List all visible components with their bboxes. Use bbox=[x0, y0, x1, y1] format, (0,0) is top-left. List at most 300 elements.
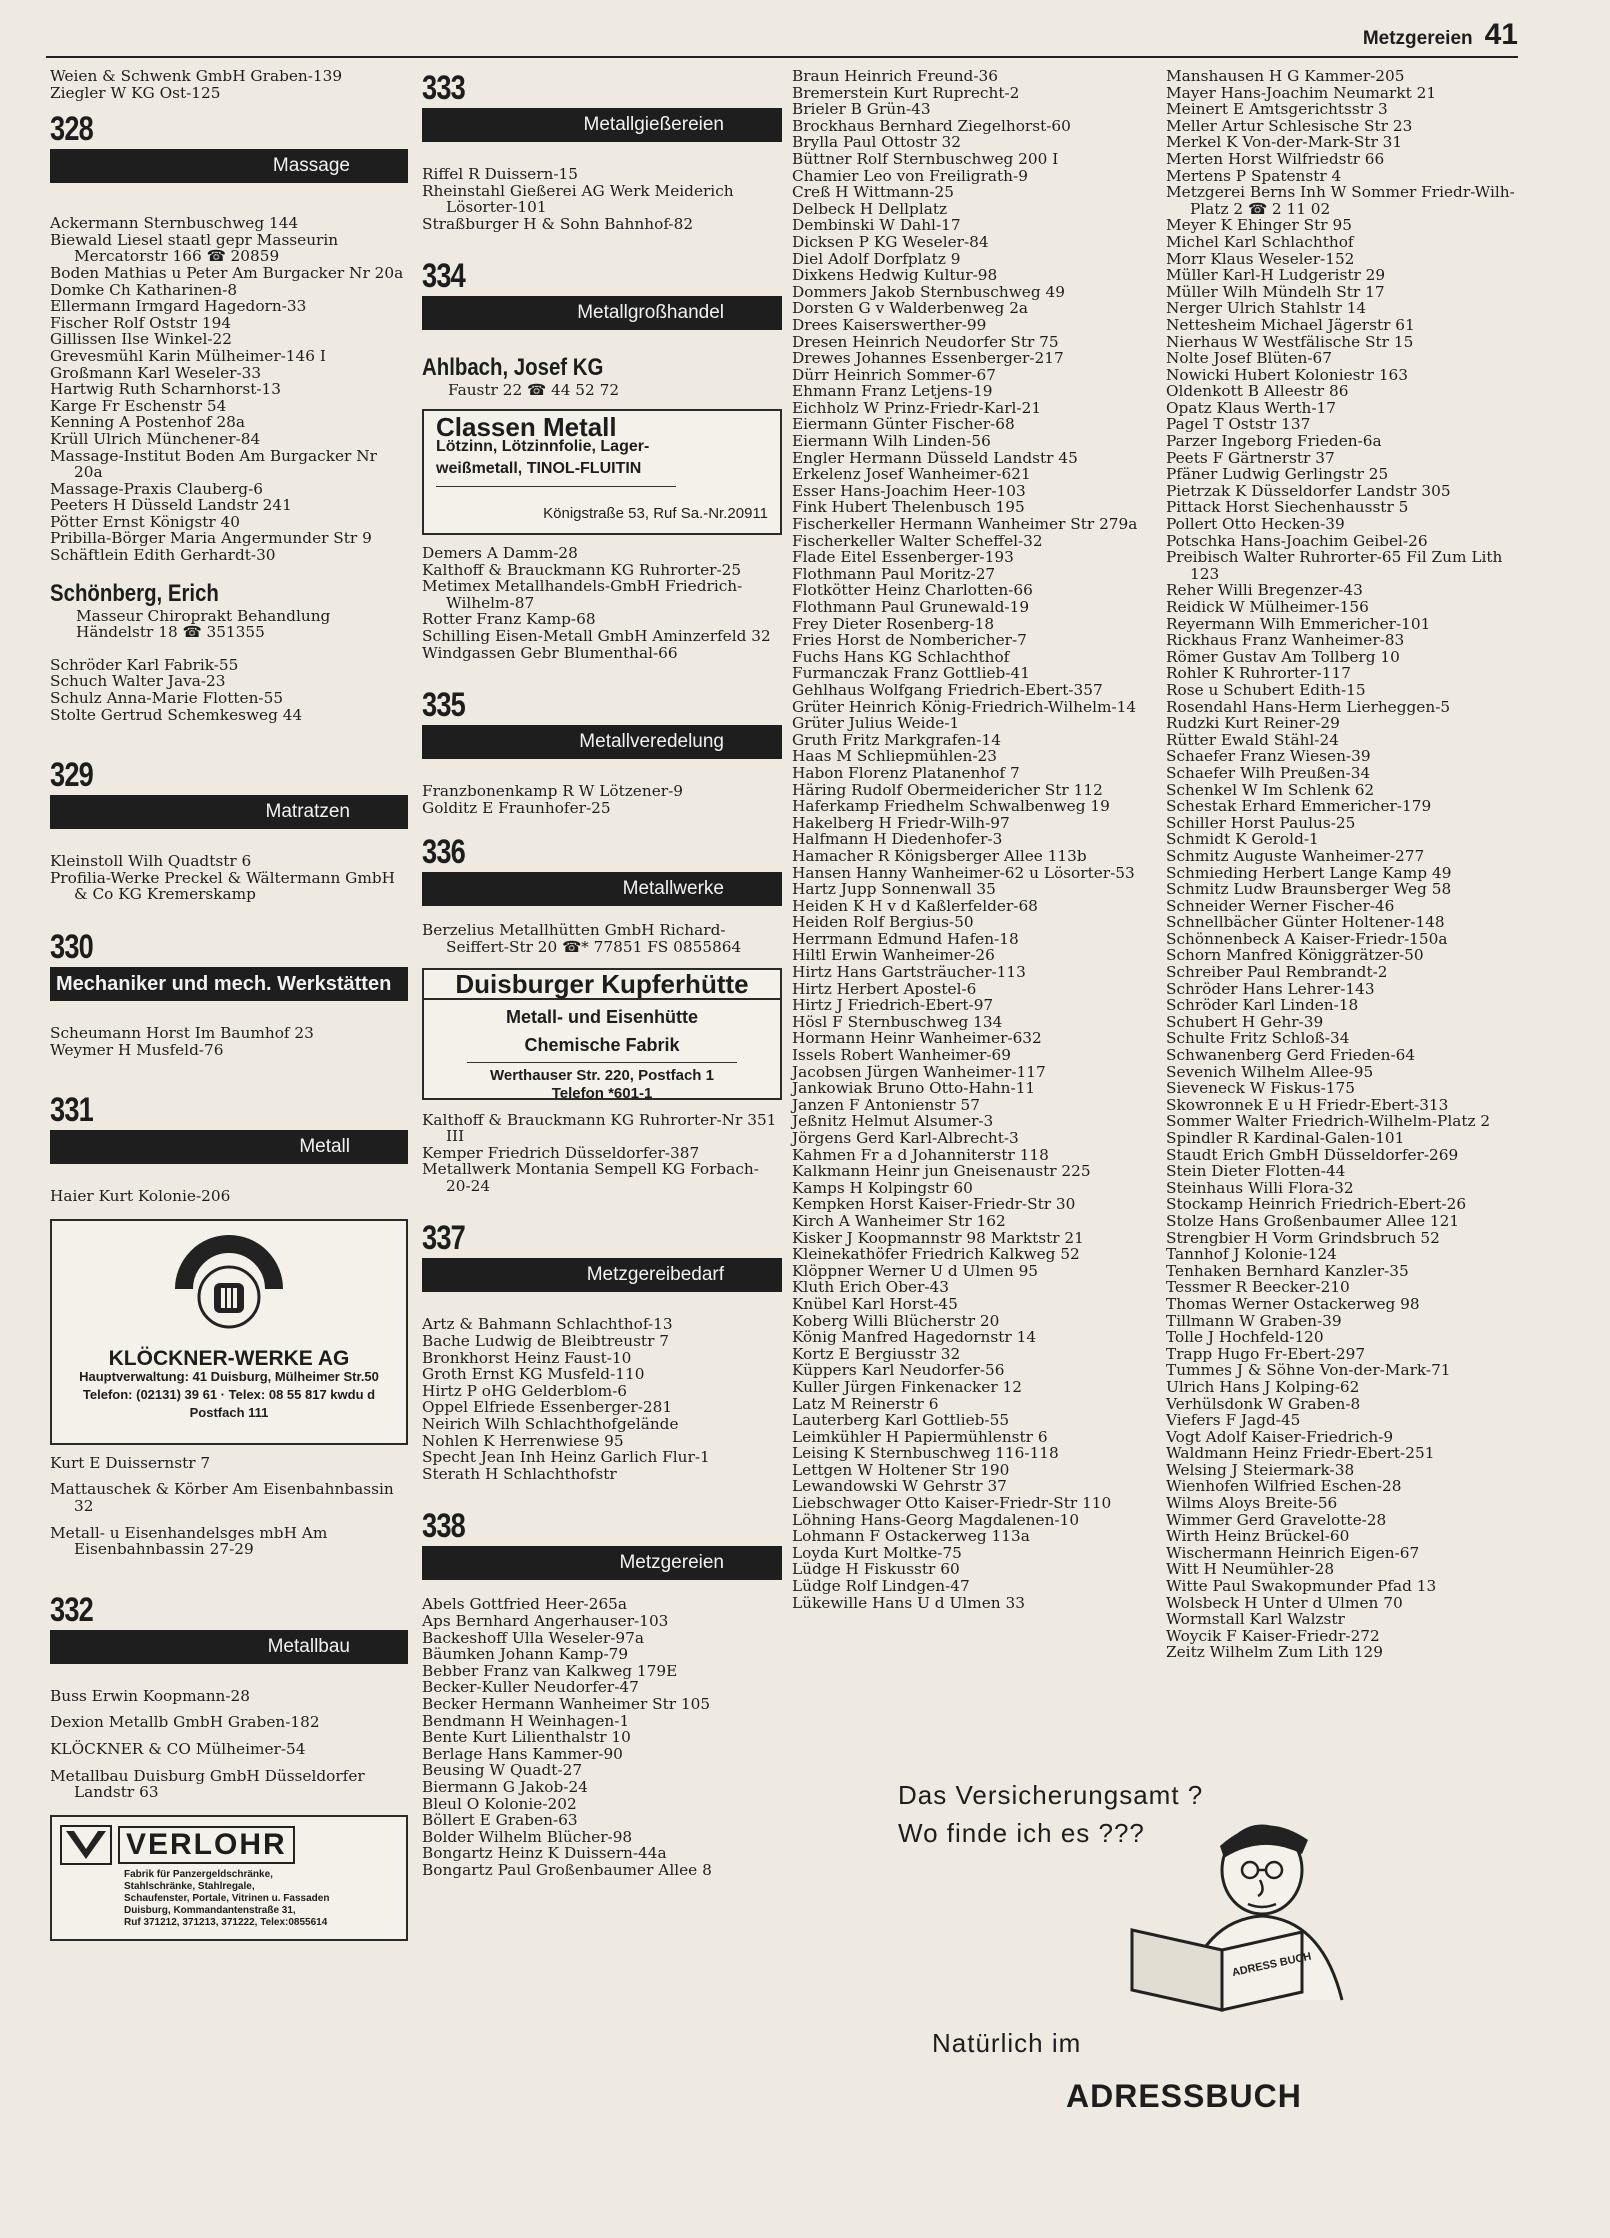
list-item: Zeitz Wilhelm Zum Lith 129 bbox=[1166, 1643, 1384, 1662]
list-item: Bronkhorst Heinz Faust-10 bbox=[422, 1348, 632, 1367]
list-item: Verhülsdonk W Graben-8 bbox=[1166, 1394, 1361, 1413]
list-item: Rose u Schubert Edith-15 bbox=[1166, 680, 1366, 699]
section-title-bar: Metallveredelung bbox=[422, 725, 782, 759]
section-number: 330 bbox=[50, 928, 93, 966]
list-item: Frey Dieter Rosenberg-18 bbox=[792, 614, 995, 633]
list-item: Nohlen K Herrenwiese 95 bbox=[422, 1431, 624, 1450]
section-title-bar: Metall bbox=[50, 1130, 408, 1164]
list-item: Engler Hermann Düsseld Landstr 45 bbox=[792, 448, 1078, 467]
list-item: Kortz E Bergiusstr 32 bbox=[792, 1344, 961, 1363]
section-title-bar: Massage bbox=[50, 149, 408, 183]
list-item: Schorn Manfred Königgrätzer-50 bbox=[1166, 946, 1424, 965]
list-item: Witt H Neumühler-28 bbox=[1166, 1560, 1335, 1579]
list-item: Sevenich Wilhelm Allee-95 bbox=[1166, 1062, 1374, 1081]
list-item: Dommers Jakob Sternbuschweg 49 bbox=[792, 282, 1065, 301]
list-item: Dürr Heinrich Sommer-67 bbox=[792, 365, 996, 384]
list-item: Lüdge H Fiskusstr 60 bbox=[792, 1560, 960, 1579]
list-item: Mertens P Spatenstr 4 bbox=[1166, 166, 1342, 185]
list-item: Dexion Metallb GmbH Graben-182 bbox=[50, 1713, 320, 1732]
section-number: 336 bbox=[422, 833, 465, 872]
list-item: Thomas Werner Ostackerweg 98 bbox=[1166, 1294, 1420, 1313]
list-item: Bebber Franz van Kalkweg 179E bbox=[422, 1661, 678, 1680]
section-title-bar: Mechaniker und mech. Werkstätten bbox=[50, 967, 408, 1001]
list-item: Pollert Otto Hecken-39 bbox=[1166, 515, 1345, 534]
list-item: Jankowiak Bruno Otto-Hahn-11 bbox=[792, 1079, 1036, 1098]
list-item: Drewes Johannes Essenberger-217 bbox=[792, 349, 1064, 368]
section-title-bar: Metallwerke bbox=[422, 872, 782, 906]
list-item: Römer Gustav Am Tollberg 10 bbox=[1166, 647, 1400, 666]
list-item: Hormann Heinr Wanheimer-632 bbox=[792, 1029, 1042, 1048]
advert-line: Metall- und Eisenhütte bbox=[505, 1007, 698, 1028]
list-item: Woycik F Kaiser-Friedr-272 bbox=[1166, 1626, 1380, 1645]
list-item: Bongartz Paul Großenbaumer Allee 8 bbox=[422, 1860, 712, 1879]
list-item: Jörgens Gerd Karl-Albrecht-3 bbox=[792, 1129, 1019, 1147]
list-item: Eichholz W Prinz-Friedr-Karl-21 bbox=[792, 398, 1042, 417]
running-head bbox=[1363, 18, 1518, 52]
list-item: Habon Florenz Platanenhof 7 bbox=[792, 763, 1020, 782]
section-title-bar: Metzgereien bbox=[422, 1546, 782, 1580]
section-number: 335 bbox=[422, 686, 465, 725]
list-item: Preibisch Walter Ruhrorter-65 Fil Zum Lith 123 bbox=[1166, 548, 1503, 583]
list-item: Fischerkeller Hermann Wanheimer Str 279a bbox=[792, 515, 1138, 534]
list-item: Issels Robert Wanheimer-69 bbox=[792, 1046, 1011, 1065]
list-item: KLÖCKNER & CO Mülheimer-54 bbox=[50, 1739, 306, 1758]
list-item: Straßburger H & Sohn Bahnhof-82 bbox=[422, 214, 694, 233]
list-item: Schuch Walter Java-23 bbox=[50, 672, 226, 691]
section-title-bar: Metallgroßhandel bbox=[422, 296, 782, 330]
section-number: 337 bbox=[422, 1219, 465, 1258]
list-item: Sommer Walter Friedrich-Wilhelm-Platz 2 bbox=[1166, 1112, 1491, 1131]
list-item: Domke Ch Katharinen-8 bbox=[50, 280, 238, 299]
list-item: Ziegler W KG Ost-125 bbox=[50, 83, 221, 102]
list-item: Windgassen Gebr Blumenthal-66 bbox=[422, 643, 678, 662]
list-item: Rudzki Kurt Reiner-29 bbox=[1166, 714, 1340, 733]
list-item: Hartwig Ruth Scharnhorst-13 bbox=[50, 380, 281, 399]
list-item: Diel Adolf Dorfplatz 9 bbox=[792, 249, 961, 268]
list-item: Tannhof J Kolonie-124 bbox=[1166, 1245, 1337, 1264]
list-item: Staudt Erich GmbH Düsseldorfer-269 bbox=[1166, 1145, 1459, 1164]
verlohr-advert bbox=[50, 1815, 408, 1941]
list-metzgereibedarf bbox=[422, 1316, 782, 1482]
list-item: Kenning A Postenhof 28a bbox=[50, 413, 246, 432]
list-item: Weien & Schwenk GmbH Graben-139 bbox=[50, 67, 343, 85]
list-item: Biewald Liesel staatl gepr Masseurin Mercatorstr 166 ☎ 20859 bbox=[50, 230, 339, 266]
list-item: Dorsten G v Walderbenweg 2a bbox=[792, 299, 1029, 318]
list-item: Rosendahl Hans-Herm Lierheggen-5 bbox=[1166, 697, 1451, 716]
list-item: Grevesmühl Karin Mülheimer-146 I bbox=[50, 346, 326, 365]
list-item: Gillissen Ilse Winkel-22 bbox=[50, 330, 233, 349]
list-item: Reyermann Wilh Emmericher-101 bbox=[1166, 614, 1431, 633]
duisburger-kupferhuette-advert bbox=[422, 968, 782, 1103]
section-number: 338 bbox=[422, 1507, 465, 1546]
advert-company-name: KLÖCKNER-WERKE AG bbox=[108, 1347, 350, 1371]
list-item: Rohler K Ruhrorter-117 bbox=[1166, 664, 1351, 683]
list-item: Chamier Leo von Freiligrath-9 bbox=[792, 166, 1028, 185]
list-metallbau bbox=[50, 1688, 408, 1801]
man-reading-book-illustration bbox=[1112, 1800, 1362, 2020]
list-item: Demers A Damm-28 bbox=[422, 543, 578, 562]
list-item: Trapp Hugo Fr-Ebert-297 bbox=[1166, 1344, 1366, 1363]
list-item: Karge Fr Eschenstr 54 bbox=[50, 396, 227, 415]
list-item: Berzelius Metallhütten GmbH Richard-Seiffert-Str 20 ☎* 77851 FS 0855864 bbox=[422, 921, 742, 956]
advert-details bbox=[124, 1869, 398, 1929]
list-item: Witte Paul Swakopmunder Pfad 13 bbox=[1166, 1577, 1437, 1596]
list-item: Stockamp Heinrich Friedrich-Ebert-26 bbox=[1166, 1195, 1467, 1214]
list-item: Grüter Julius Weide-1 bbox=[792, 714, 960, 733]
list-item: Braun Heinrich Freund-36 bbox=[792, 67, 998, 85]
list-item: Riffel R Duissern-15 bbox=[422, 165, 579, 183]
book-cover-label: ADRESS BUCH bbox=[1230, 1950, 1313, 1980]
verlohr-logo-icon bbox=[60, 1825, 112, 1865]
text-line: Postfach 111 bbox=[189, 1404, 269, 1420]
promo-answer: Natürlich im bbox=[932, 2028, 1082, 2058]
list-item: Fink Hubert Thelenbusch 195 bbox=[792, 498, 1025, 517]
list-item: Opatz Klaus Werth-17 bbox=[1166, 398, 1336, 417]
kloeckner-advert bbox=[50, 1219, 408, 1445]
list-item: Schmidt K Gerold-1 bbox=[1166, 830, 1319, 849]
list-item: Klöppner Werner U d Ulmen 95 bbox=[792, 1261, 1039, 1280]
list-item: Koberg Willi Blücherstr 20 bbox=[792, 1311, 1000, 1330]
list-item: Esser Hans-Joachim Heer-103 bbox=[792, 481, 1026, 500]
list-item: Küppers Karl Neudorfer-56 bbox=[792, 1361, 1005, 1380]
list-item: Fuchs Hans KG Schlachthof bbox=[792, 647, 1010, 666]
list-item: Becker-Kuller Neudorfer-47 bbox=[422, 1678, 639, 1697]
list-item: Schilling Eisen-Metall GmbH Aminzerfeld 32 bbox=[422, 626, 771, 645]
section-number: 333 bbox=[422, 69, 465, 107]
list-item: Oldenkott B Alleestr 86 bbox=[1166, 382, 1349, 401]
list-item: Hartz Jupp Sonnenwall 35 bbox=[792, 880, 996, 899]
list-matratzen bbox=[50, 853, 408, 903]
classen-metall-advert bbox=[422, 409, 782, 535]
column-3 bbox=[792, 68, 1162, 1611]
list-item: Boden Mathias u Peter Am Burgacker Nr 20a bbox=[50, 263, 404, 282]
list-item: Golditz E Fraunhofer-25 bbox=[422, 798, 611, 817]
list-item: Kalthoff & Brauckmann KG Ruhrorter-25 bbox=[422, 560, 742, 579]
section-number: 328 bbox=[50, 110, 93, 149]
list-item: Parzer Ingeborg Frieden-6a bbox=[1166, 432, 1382, 451]
column-1 bbox=[50, 68, 408, 1941]
list-item: Michel Karl Schlachthof bbox=[1166, 232, 1354, 251]
list-item: Eiermann Wilh Linden-56 bbox=[792, 432, 991, 451]
list-item: Viefers F Jagd-45 bbox=[1166, 1411, 1301, 1430]
list-item: Massage-Institut Boden Am Burgacker Nr 20a bbox=[50, 446, 377, 482]
list-item: Metzgerei Berns Inh W Sommer Friedr-Wilh-Platz 2 ☎ 2 11 02 bbox=[1166, 183, 1515, 218]
text-line: Duisburg, Kommandantenstraße 31, bbox=[124, 1904, 296, 1916]
list-item: Mattauschek & Körber Am Eisenbahnbassin 32 bbox=[50, 1480, 394, 1515]
column-4 bbox=[1166, 68, 1534, 1661]
list-item: Schmitz Auguste Wanheimer-277 bbox=[1166, 846, 1425, 865]
list-item: Schulz Anna-Marie Flotten-55 bbox=[50, 689, 284, 708]
list-item: Pittack Horst Siechenhausstr 5 bbox=[1166, 498, 1409, 517]
list-item: Kuller Jürgen Finkenacker 12 bbox=[792, 1377, 1022, 1396]
list-item: Schwanenberg Gerd Frieden-64 bbox=[1166, 1046, 1416, 1065]
list-item: Becker Hermann Wanheimer Str 105 bbox=[422, 1694, 711, 1713]
list-item: Bleul O Kolonie-202 bbox=[422, 1794, 577, 1813]
list-metzgereien-cont-2 bbox=[1166, 68, 1534, 1661]
page-section-title: Metzgereien bbox=[1362, 28, 1473, 49]
list-item: Masseur Chiroprakt Behandlung bbox=[76, 606, 331, 625]
list-item: Schaefer Franz Wiesen-39 bbox=[1166, 747, 1371, 766]
list-metzgereien-cont bbox=[792, 68, 1162, 1611]
list-metallveredelung bbox=[422, 783, 782, 816]
list-item: Großmann Karl Weseler-33 bbox=[50, 363, 262, 382]
list-item: Kalthoff & Brauckmann KG Ruhrorter-Nr 351 III bbox=[422, 1110, 777, 1146]
list-item: Welsing J Steiermark-38 bbox=[1166, 1460, 1355, 1479]
list-item: Liebschwager Otto Kaiser-Friedr-Str 110 bbox=[792, 1494, 1112, 1513]
list-item: Hösl F Sternbuschweg 134 bbox=[792, 1012, 1003, 1031]
list-item: Hirtz Hans Gartsträucher-113 bbox=[792, 963, 1026, 982]
list-item: Kleinekathöfer Friedrich Kalkweg 52 bbox=[792, 1245, 1080, 1264]
list-item: Schaefer Wilh Preußen-34 bbox=[1166, 763, 1371, 782]
section-number: 331 bbox=[50, 1091, 93, 1130]
list-item: Bongartz Heinz K Duissern-44a bbox=[422, 1844, 667, 1863]
advert-line: weißmetall, TINOL-FLUITIN bbox=[436, 459, 642, 477]
list-item: Böllert E Graben-63 bbox=[422, 1811, 578, 1830]
list-item: Lettgen W Holtener Str 190 bbox=[792, 1460, 1010, 1479]
column-2 bbox=[422, 68, 782, 1879]
list-item: Schreiber Paul Rembrandt-2 bbox=[1166, 963, 1388, 982]
list-item: Schestak Erhard Emmericher-179 bbox=[1166, 797, 1432, 816]
list-item: Hirtz Herbert Apostel-6 bbox=[792, 979, 977, 998]
list-item: Wolsbeck H Unter d Ulmen 70 bbox=[1166, 1593, 1403, 1612]
list-item: Jeßnitz Helmut Alsumer-3 bbox=[792, 1112, 994, 1131]
list-item: Fischer Rolf Oststr 194 bbox=[50, 313, 232, 332]
list-item: Schröder Karl Fabrik-55 bbox=[50, 655, 239, 674]
list-metallgrosshandel bbox=[422, 545, 782, 661]
list-item: Schulte Fritz Schloß-34 bbox=[1166, 1029, 1350, 1048]
list-item: Merkel K Von-der-Mark-Str 31 bbox=[1166, 133, 1403, 152]
list-item: Erkelenz Josef Wanheimer-621 bbox=[792, 465, 1031, 484]
list-item: Hakelberg H Friedr-Wilh-97 bbox=[792, 813, 1010, 832]
list-item: Stein Dieter Flotten-44 bbox=[1166, 1162, 1346, 1181]
list-item: Kahmen Fr a d Johanniterstr 118 bbox=[792, 1145, 1049, 1164]
list-item: Wimmer Gerd Gravelotte-28 bbox=[1166, 1510, 1387, 1529]
highlight-entry-details bbox=[422, 382, 782, 399]
list-item: Lüdge Rolf Lindgen-47 bbox=[792, 1577, 970, 1596]
list-item: König Manfred Hagedornstr 14 bbox=[792, 1328, 1037, 1347]
list-item: Profilia-Werke Preckel & Wältermann GmbH & Co KG Kremerskamp bbox=[50, 868, 396, 904]
list-item: Tummes J & Söhne Von-der-Mark-71 bbox=[1166, 1361, 1451, 1380]
list-item: Krüll Ulrich Münchener-84 bbox=[50, 429, 261, 448]
page-number: 41 bbox=[1484, 18, 1518, 51]
list-item: Rotter Franz Kamp-68 bbox=[422, 610, 596, 629]
list-item: Meyer K Ehinger Str 95 bbox=[1166, 216, 1352, 235]
list-item: Peeters H Düsseld Landstr 241 bbox=[50, 496, 292, 515]
section-title-bar: Metallbau bbox=[50, 1630, 408, 1664]
list-item: Schröder Karl Linden-18 bbox=[1166, 996, 1359, 1015]
text-line: Stahlschränke, Stahlregale, bbox=[124, 1880, 255, 1892]
list-item: Brieler B Grün-43 bbox=[792, 100, 931, 119]
list-item: Bremerstein Kurt Ruprecht-2 bbox=[792, 83, 1020, 102]
list-item: Latz M Reinerstr 6 bbox=[792, 1394, 939, 1413]
section-number: 329 bbox=[50, 756, 93, 795]
list-item: Bente Kurt Lilienthalstr 10 bbox=[422, 1728, 631, 1747]
list-item: Hirtz P oHG Gelderblom-6 bbox=[422, 1381, 628, 1400]
list-item: Reidick W Mülheimer-156 bbox=[1166, 598, 1369, 616]
list-item: Herrmann Edmund Hafen-18 bbox=[792, 929, 1019, 948]
list-item: Kurt E Duissernstr 7 bbox=[50, 1453, 211, 1472]
list-item: Stolte Gertrud Schemkesweg 44 bbox=[50, 705, 303, 724]
list-item: Kamps H Kolpingstr 60 bbox=[792, 1178, 973, 1197]
list-item: Sieveneck W Fiskus-175 bbox=[1166, 1079, 1356, 1098]
list-item: Meller Artur Schlesische Str 23 bbox=[1166, 116, 1413, 135]
list-item: Reher Willi Bregenzer-43 bbox=[1166, 581, 1363, 600]
list-item: Schubert H Gehr-39 bbox=[1166, 1012, 1324, 1031]
list-item: Ulrich Hans J Kolping-62 bbox=[1166, 1377, 1360, 1396]
list-item: Müller Wilh Mündelh Str 17 bbox=[1166, 282, 1385, 301]
list-item: Oppel Elfriede Essenberger-281 bbox=[422, 1398, 673, 1417]
list-item: Schiller Horst Paulus-25 bbox=[1166, 813, 1356, 832]
list-item: Aps Bernhard Angerhauser-103 bbox=[422, 1612, 669, 1630]
list-item: Wirth Heinz Brückel-60 bbox=[1166, 1527, 1350, 1546]
list-item: Ackermann Sternbuschweg 144 bbox=[50, 214, 299, 233]
section-title-bar: Matratzen bbox=[50, 795, 408, 829]
list-item: Müller Karl-H Ludgeristr 29 bbox=[1166, 266, 1386, 285]
list-item: Heiden K H v d Kaßlerfelder-68 bbox=[792, 896, 1038, 915]
list-item: Beusing W Quadt-27 bbox=[422, 1761, 583, 1780]
list-item: Scheumann Horst Im Baumhof 23 bbox=[50, 1024, 314, 1042]
list-item: Loyda Kurt Moltke-75 bbox=[792, 1543, 962, 1562]
text-line: Telefon: (02131) 39 61 · Telex: 08 55 817 kwdu d bbox=[82, 1386, 376, 1402]
list-item: Flothmann Paul Moritz-27 bbox=[792, 564, 996, 583]
list-item: Buss Erwin Koopmann-28 bbox=[50, 1686, 251, 1705]
list-item: Schenkel W Im Schlenk 62 bbox=[1166, 780, 1375, 799]
list-item: Kempken Horst Kaiser-Friedr-Str 30 bbox=[792, 1195, 1076, 1214]
list-item: Skowronnek E u H Friedr-Ebert-313 bbox=[1166, 1095, 1449, 1114]
list-item: Tillmann W Graben-39 bbox=[1166, 1311, 1342, 1330]
list-item: Lewandowski W Gehrstr 37 bbox=[792, 1477, 1007, 1496]
list-metallgiessereien bbox=[422, 166, 782, 232]
advert-line: Chemische Fabrik bbox=[524, 1035, 680, 1056]
list-item: Hiltl Erwin Wanheimer-26 bbox=[792, 946, 995, 965]
list-metall bbox=[50, 1188, 408, 1205]
list-item: Jacobsen Jürgen Wanheimer-117 bbox=[792, 1062, 1046, 1081]
list-item: Lükewille Hans U d Ulmen 33 bbox=[792, 1593, 1025, 1612]
list-item: Metallwerk Montania Sempell KG Forbach-20-24 bbox=[422, 1160, 759, 1195]
list-item: Schmitz Ludw Braunsberger Weg 58 bbox=[1166, 880, 1452, 899]
list-item: Fries Horst de Nombericher-7 bbox=[792, 631, 1027, 650]
list-item: Dicksen P KG Weseler-84 bbox=[792, 232, 989, 251]
text-line: Fabrik für Panzergeldschränke, bbox=[124, 1868, 273, 1880]
list-item: Steinhaus Willi Flora-32 bbox=[1166, 1178, 1354, 1197]
section-number: 334 bbox=[422, 257, 465, 296]
list-item: Bache Ludwig de Bleibtreustr 7 bbox=[422, 1332, 669, 1351]
list-item: Schmieding Herbert Lange Kamp 49 bbox=[1166, 863, 1452, 882]
text-line: Ruf 371212, 371213, 371222, Telex:0855614 bbox=[124, 1916, 328, 1928]
list-item: Nolte Josef Blüten-67 bbox=[1166, 349, 1332, 368]
list-item: Neirich Wilh Schlachthofgelände bbox=[422, 1415, 679, 1434]
list-item: Manshausen H G Kammer-205 bbox=[1166, 67, 1405, 85]
list-item: Backeshoff Ulla Weseler-97a bbox=[422, 1628, 644, 1647]
list-item: Ellermann Irmgard Hagedorn-33 bbox=[50, 297, 307, 316]
list-item: Büttner Rolf Sternbuschweg 200 I bbox=[792, 149, 1059, 168]
list-metallwerke-2 bbox=[422, 1112, 782, 1195]
list-item: Knübel Karl Horst-45 bbox=[792, 1294, 958, 1313]
list-item: Morr Klaus Weseler-152 bbox=[1166, 249, 1355, 268]
list-item: Rickhaus Franz Wanheimer-83 bbox=[1166, 631, 1405, 650]
list-item: Schönnenbeck A Kaiser-Friedr-150a bbox=[1166, 929, 1448, 948]
promo-brand: ADRESSBUCH bbox=[1066, 2078, 1302, 2114]
list-item: Kisker J Koopmannstr 98 Marktstr 21 bbox=[792, 1228, 1084, 1247]
list-item: Leising K Sternbuschweg 116-118 bbox=[792, 1444, 1059, 1463]
list-item: Sterath H Schlachthofstr bbox=[422, 1464, 617, 1483]
list-item: Potschka Hans-Joachim Geibel-26 bbox=[1166, 531, 1428, 550]
list-item: Artz & Bahmann Schlachthof-13 bbox=[422, 1315, 673, 1334]
advert-address: Königstraße 53, Ruf Sa.-Nr.20911 bbox=[543, 505, 768, 523]
list-item: Lauterberg Karl Gottlieb-55 bbox=[792, 1411, 1010, 1430]
list-metallwerke bbox=[422, 922, 782, 955]
promo-question-2: Wo finde ich es ??? bbox=[898, 1818, 1145, 1848]
list-item: Nerger Ulrich Stahlstr 14 bbox=[1166, 299, 1367, 318]
list-item: Nierhaus W Westfälische Str 15 bbox=[1166, 332, 1414, 351]
list-item: Pfäner Ludwig Gerlingstr 25 bbox=[1166, 465, 1389, 484]
list-item: Tessmer R Beecker-210 bbox=[1166, 1278, 1350, 1297]
list-item: Leimkühler H Papiermühlenstr 6 bbox=[792, 1427, 1048, 1446]
list-item: Hansen Hanny Wanheimer-62 u Lösorter-53 bbox=[792, 863, 1135, 882]
list-item: Drees Kaiserswerther-99 bbox=[792, 315, 987, 334]
list-item: Brylla Paul Ottostr 32 bbox=[792, 133, 961, 152]
list-item: Massage-Praxis Clauberg-6 bbox=[50, 479, 263, 498]
highlight-entry-details bbox=[50, 608, 408, 641]
list-item: Delbeck H Dellplatz bbox=[792, 199, 948, 218]
list-item: Wienhofen Wilfried Eschen-28 bbox=[1166, 1477, 1402, 1496]
list-item: Schnellbächer Günter Holtener-148 bbox=[1166, 913, 1445, 932]
list-item: Dresen Heinrich Neudorfer Str 75 bbox=[792, 332, 1059, 351]
section-number: 332 bbox=[50, 1590, 93, 1629]
text-line: Schaufenster, Portale, Vitrinen u. Fassaden bbox=[124, 1892, 330, 1904]
text-line: Hauptverwaltung: 41 Duisburg, Mülheimer Str.50 bbox=[79, 1368, 379, 1384]
list-item: Metimex Metallhandels-GmbH Friedrich-Wilhelm-87 bbox=[422, 577, 743, 612]
list-item: Waldmann Heinz Friedr-Ebert-251 bbox=[1166, 1444, 1435, 1463]
list-item: Gruth Fritz Markgrafen-14 bbox=[792, 730, 1001, 749]
list-item: Hamacher R Königsberger Allee 113b bbox=[792, 846, 1087, 865]
section-title-bar: Metzgereibedarf bbox=[422, 1258, 782, 1292]
advert-company-name: Duisburger Kupferhütte bbox=[424, 976, 780, 1001]
list-item: Flothmann Paul Grunewald-19 bbox=[792, 598, 1030, 616]
list-item: Händelstr 18 ☎ 351355 bbox=[76, 623, 265, 642]
list-item: Ehmann Franz Letjens-19 bbox=[792, 382, 993, 401]
advert-line: Lötzinn, Lötzinnfolie, Lager- bbox=[436, 437, 650, 455]
list-item: Kirch A Wanheimer Str 162 bbox=[792, 1211, 1006, 1230]
list-item: Kemper Friedrich Düsseldorfer-387 bbox=[422, 1143, 700, 1162]
list-item: Abels Gottfried Heer-265a bbox=[422, 1595, 628, 1614]
list-item: Pribilla-Börger Maria Angermunder Str 9 bbox=[50, 529, 372, 548]
list-item: Merten Horst Wilfriedstr 66 bbox=[1166, 149, 1385, 168]
list-item: Pagel T Oststr 137 bbox=[1166, 415, 1311, 434]
advert-address bbox=[52, 1368, 406, 1422]
list-item: Metallbau Duisburg GmbH Düsseldorfer Landstr 63 bbox=[50, 1766, 365, 1802]
list-item: Kluth Erich Ober-43 bbox=[792, 1278, 950, 1297]
list-item: Flotkötter Heinz Charlotten-66 bbox=[792, 581, 1033, 600]
list-item: Vogt Adolf Kaiser-Friedrich-9 bbox=[1166, 1427, 1394, 1446]
list-item: Kalkmann Heinr jun Gneisenaustr 225 bbox=[792, 1162, 1091, 1181]
list-item: Häring Rudolf Obermeidericher Str 112 bbox=[792, 780, 1103, 799]
list-item: Weymer H Musfeld-76 bbox=[50, 1040, 224, 1059]
list-item: Haferkamp Friedhelm Schwalbenweg 19 bbox=[792, 797, 1110, 816]
header-rule bbox=[46, 56, 1518, 58]
list-item: Rütter Ewald Stähl-24 bbox=[1166, 730, 1339, 749]
list-item: Brockhaus Bernhard Ziegelhorst-60 bbox=[792, 116, 1071, 135]
list-item: Eiermann Günter Fischer-68 bbox=[792, 415, 1015, 434]
list-item: Strengbier H Vorm Grindsbruch 52 bbox=[1166, 1228, 1440, 1247]
list-item: Berlage Hans Kammer-90 bbox=[422, 1744, 623, 1763]
list-metall-2 bbox=[50, 1455, 408, 1558]
list-item: Dembinski W Dahl-17 bbox=[792, 216, 961, 235]
list-item: Biermann G Jakob-24 bbox=[422, 1777, 588, 1796]
adressbuch-promo bbox=[880, 1780, 1500, 2140]
advert-company-name: Classen Metall bbox=[436, 411, 617, 442]
list-item: Kleinstoll Wilh Quadtstr 6 bbox=[50, 852, 252, 871]
